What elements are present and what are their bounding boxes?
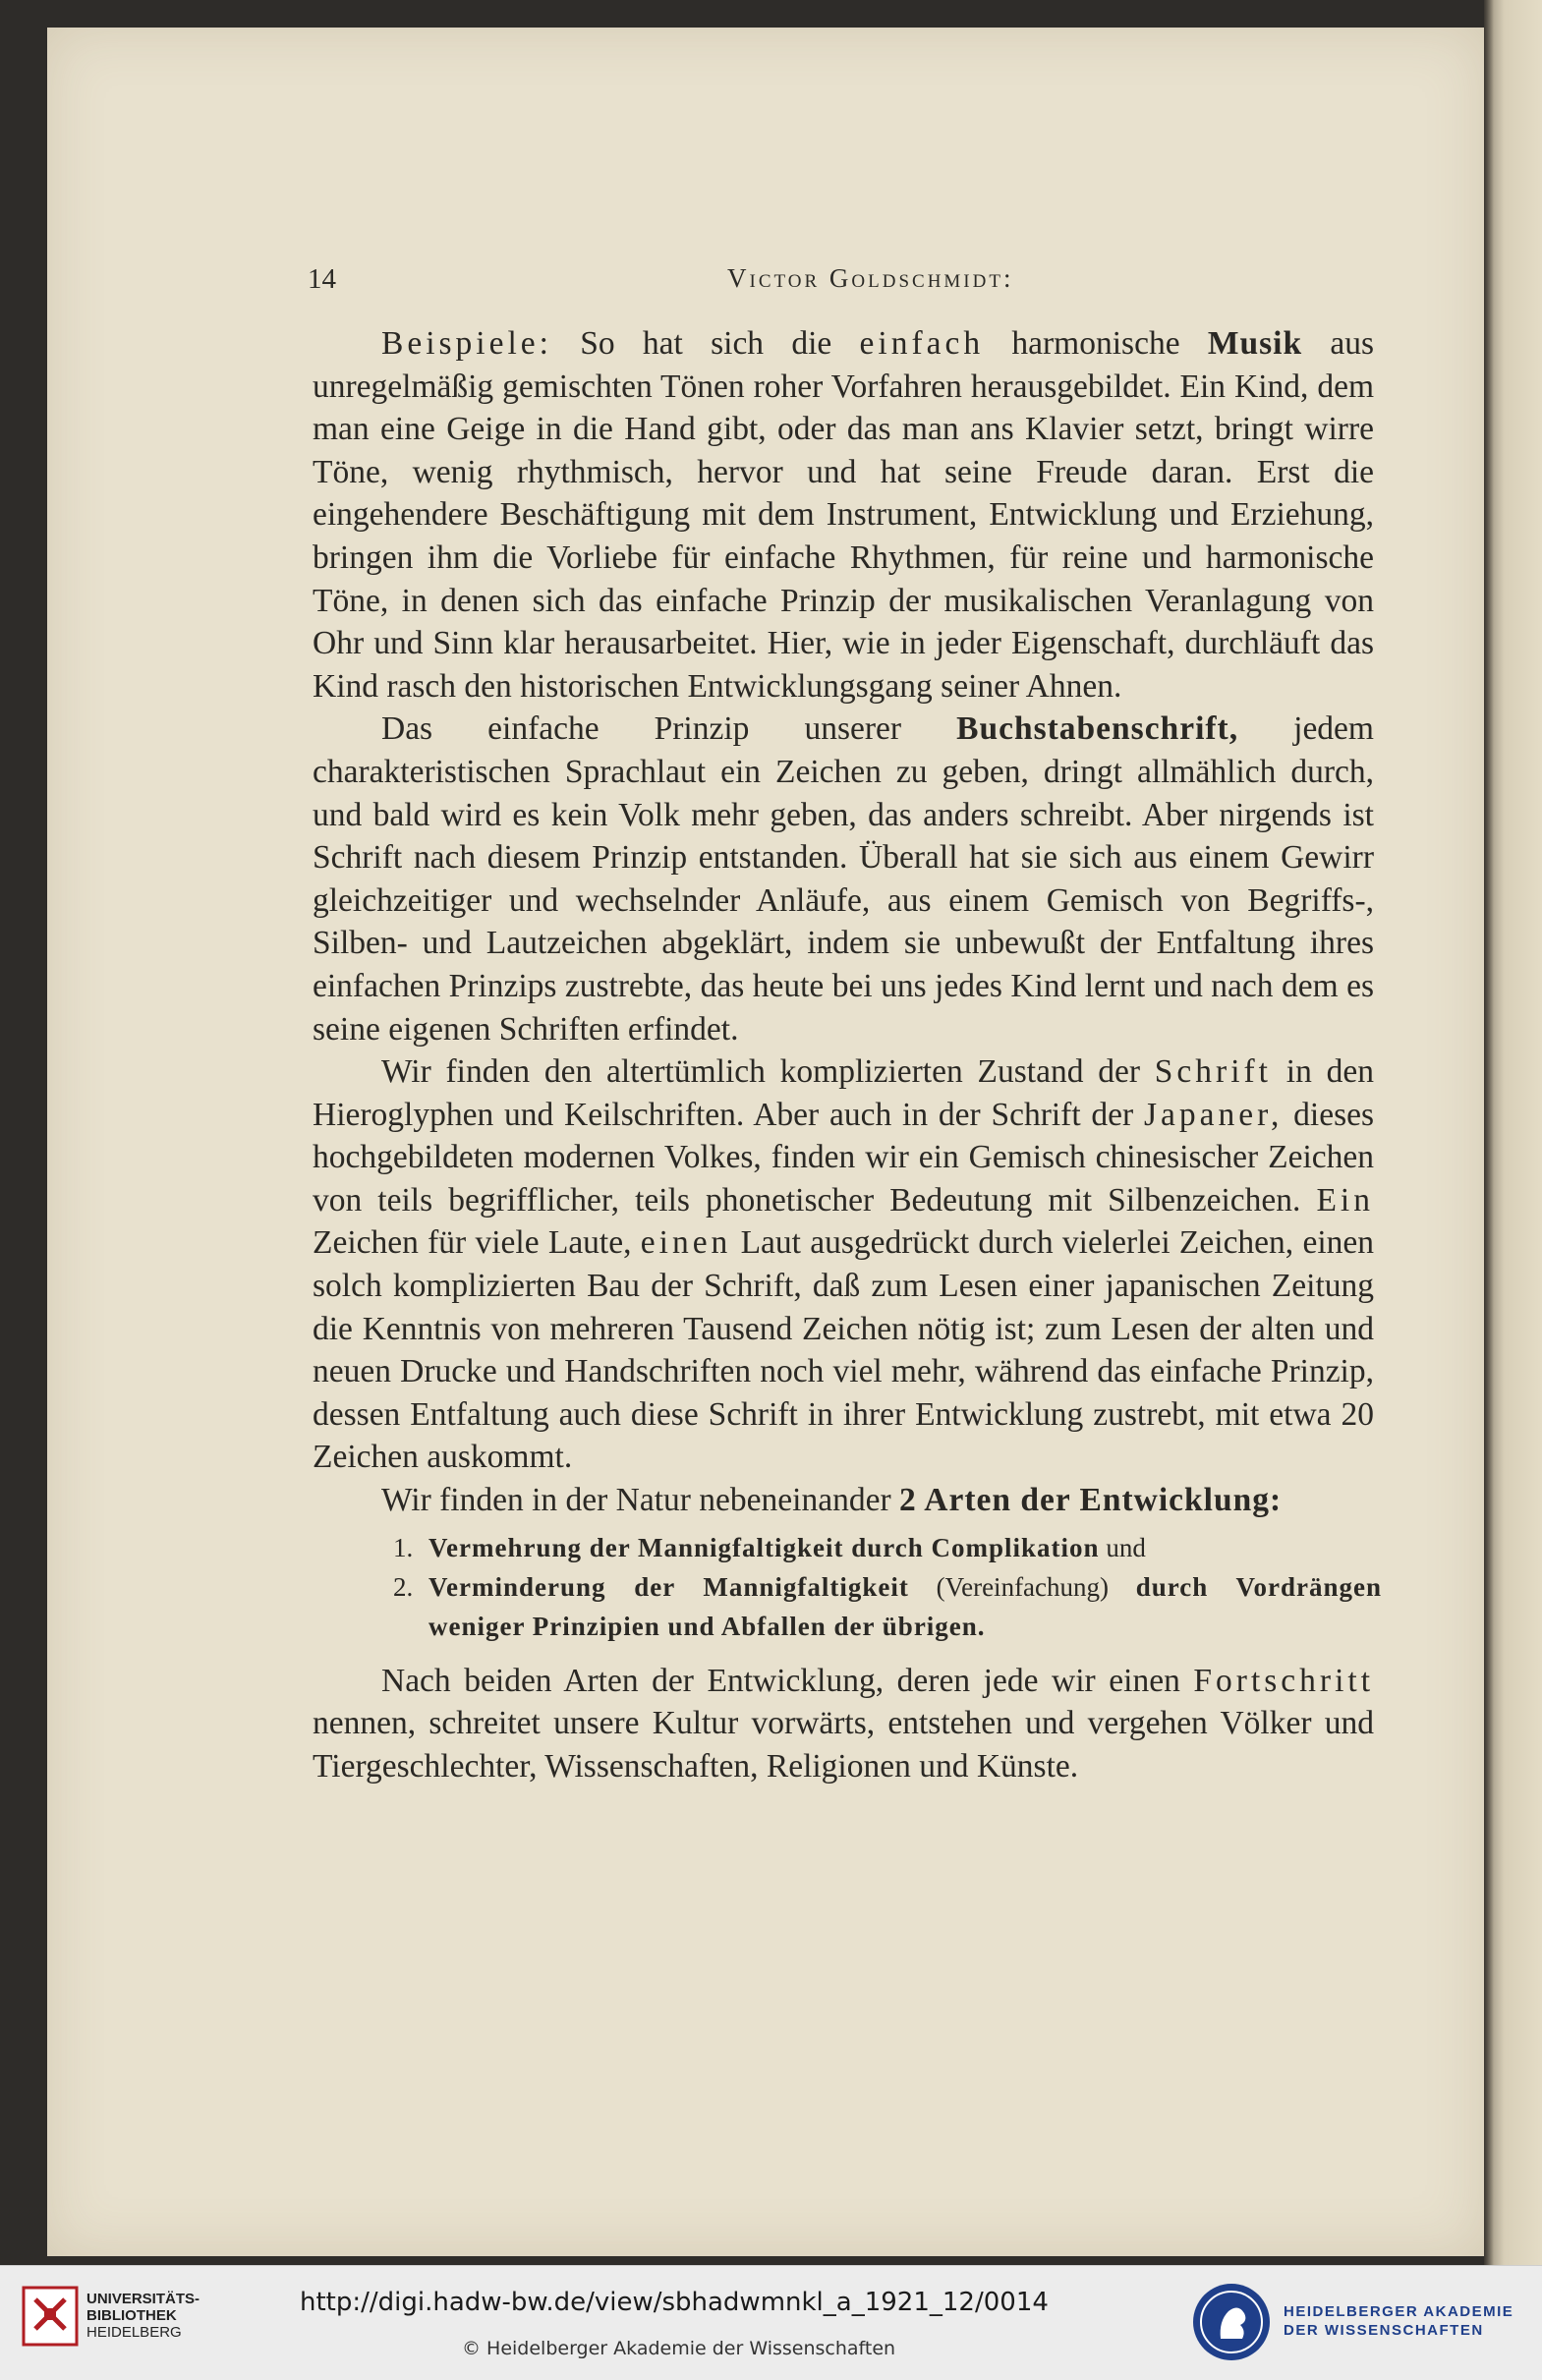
library-name-line: UNIVERSITÄTS- (86, 2291, 200, 2307)
copyright-notice: © Heidelberger Akademie der Wissenschaften (462, 2338, 896, 2359)
list-bold-text: Vermehrung der Mannigfaltigkeit durch Complikation (428, 1532, 1100, 1562)
list-item (313, 1528, 1382, 1567)
paragraph-schrift (313, 1050, 1374, 1479)
academy-name[interactable] (1284, 2302, 1513, 2340)
text-run: Wir finden in der Natur nebeneinander (381, 1482, 899, 1519)
list-bold-text: Verminderung der Mannigfaltigkeit (428, 1571, 909, 1602)
list-number: 2. (393, 1571, 414, 1602)
text-run: dieses hochgebildeten modernen Volkes, finden wir ein Gemisch chinesischer Zeichen von teils begrifflicher, teils phonetischer Bedeutung mit Silbenzeichen. (313, 1096, 1375, 1218)
list-number: 1. (393, 1532, 414, 1562)
list-item (313, 1567, 1382, 1646)
list-bold-text: durch Vordrängen weniger Prinzipien und Abfallen der übrigen. (428, 1571, 1382, 1641)
page-number: 14 (308, 263, 336, 295)
list-text: und (1099, 1532, 1146, 1562)
academy-name-line: HEIDELBERGER AKADEMIE (1284, 2303, 1514, 2320)
running-head (47, 263, 1484, 303)
text-run: nennen, schreitet unsere Kultur vorwärts, entstehen und vergehen Völker und Tiergeschlechter, Wissenschaften, Religionen und Künste. (313, 1705, 1374, 1785)
examples-lead: Beispiele: (381, 325, 552, 362)
text-run: So hat sich die (551, 325, 860, 362)
viewer-footer (0, 2265, 1542, 2380)
paragraph-examples (313, 322, 1374, 708)
permalink-url[interactable]: http://digi.hadw-bw.de/view/sbhadwmnkl_a_1921_12/0014 (300, 2288, 1049, 2317)
academy-name-line: DER WISSENSCHAFTEN (1284, 2322, 1484, 2339)
arten-list (313, 1528, 1382, 1646)
page-body-text (313, 322, 1382, 1787)
text-run: Das einfache Prinzip unserer (381, 710, 957, 748)
text-run: aus unregelmäßig gemischten Tönen roher Vorfahren herausgebildet. Ein Kind, dem man eine Geige in die Hand gibt, oder das man ans Klavier setzt, bringt wirre Töne, wenig rhythmisch, hervor und hat seine Freude daran. Erst die eingehendere Beschäftigung mit dem Instrument, Entwicklung und Erziehung, bringen ihm die Vorliebe für einfache Rhythmen, für reine und harmonische Töne, in denen sich das einfache Prinzip der musikalischen Veranlagung von Ohr und Sinn klar herausarbeitet. Hier, wie in jeder Eigenschaft, durchläuft das Kind rasch den historischen Entwicklungsgang seiner Ahnen. (313, 325, 1375, 705)
spaced-word: Schrift (1154, 1053, 1272, 1091)
text-run: Wir finden den altertümlich komplizierten Zustand der (381, 1053, 1155, 1091)
spaced-word: Japaner, (1144, 1096, 1284, 1133)
text-run: Nach beiden Arten der Entwicklung, deren jede wir einen (381, 1662, 1194, 1699)
running-head-title: Victor Goldschmidt: (727, 263, 1014, 293)
academy-seal-icon[interactable] (1191, 2282, 1272, 2362)
bold-term: Musik (1207, 325, 1303, 362)
spaced-word: Ein (1316, 1181, 1374, 1218)
paragraph-arten (313, 1479, 1374, 1522)
spine-shadow (1484, 0, 1494, 2265)
text-run: Zeichen für viele Laute, (313, 1224, 641, 1262)
text-run: Laut ausgedrückt durch vielerlei Zeichen, einen solch komplizierten Bau der Schrift, daß zum Lesen einer japanischen Zeitung die Kenntnis von mehreren Tausend Zeichen nötig ist; zum Lesen der alten und neuen Drucke und Handschriften noch viel mehr, während das einfache Prinzip, dessen Entfaltung auch diese Schrift in ihrer Entwicklung zustrebt, mit etwa 20 Zeichen auskommt. (313, 1224, 1374, 1476)
spaced-word: einen (640, 1224, 732, 1262)
university-library-logo-icon[interactable] (22, 2286, 79, 2347)
bold-term: Buchstabenschrift, (956, 710, 1239, 748)
text-run: in den Hieroglyphen und Keilschriften. Aber auch in der Schrift der (313, 1053, 1374, 1133)
library-name-line: HEIDELBERG (86, 2324, 182, 2341)
spaced-word: einfach (859, 325, 985, 362)
text-run: jedem charakteristischen Sprachlaut ein Zeichen zu geben, dringt allmählich durch, und bald wird es kein Volk mehr geben, das anders schreibt. Aber nirgends ist Schrift nach diesem Prinzip entstanden. Überall hat sie sich aus einem Gewirr gleichzeitiger und wechselnder Anläufe, aus einem Gemisch von Begriffs-, Silben- und Lautzeichen abgeklärt, indem sie unbewußt der Entfaltung ihres einfachen Prinzips zustrebte, das heute bei uns jedes Kind lernt und nach dem es seine eigenen Schriften erfindet. (313, 710, 1374, 1048)
book-page (47, 28, 1484, 2256)
next-page-edge (1484, 0, 1542, 2265)
paragraph-fortschritt (313, 1660, 1374, 1788)
library-name[interactable] (86, 2291, 200, 2341)
paragraph-buchstabenschrift (313, 708, 1374, 1050)
text-run: harmonische (984, 325, 1208, 362)
list-text: (Vereinfachung) (908, 1571, 1136, 1602)
library-name-line: BIBLIOTHEK (86, 2307, 177, 2324)
spaced-word: Fortschritt (1193, 1662, 1374, 1699)
bold-term: 2 Arten der Entwicklung: (899, 1482, 1283, 1519)
